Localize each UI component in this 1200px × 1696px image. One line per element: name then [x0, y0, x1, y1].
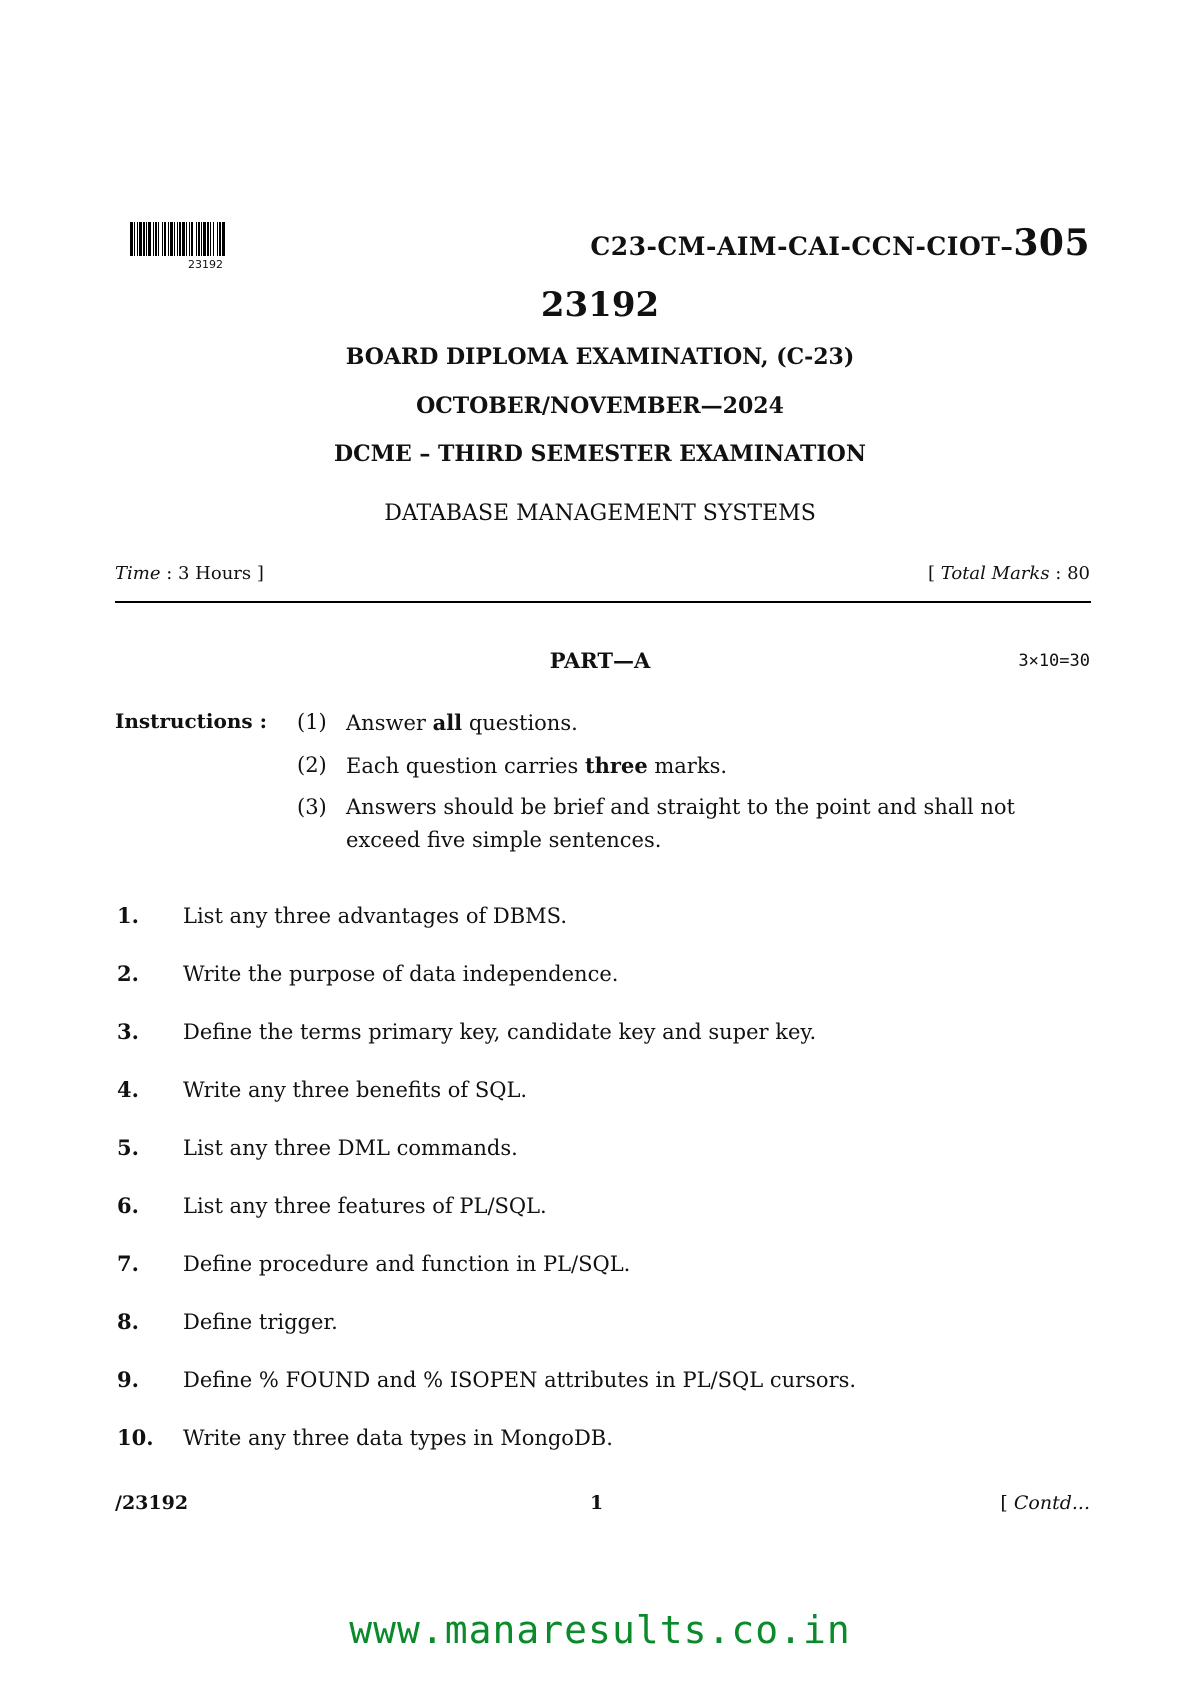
marks-label: Total Marks — [940, 563, 1050, 584]
paper-code-prefix: C23-CM-AIM-CAI-CCN-CIOT– — [590, 232, 1014, 261]
marks-value: : 80 — [1055, 563, 1090, 584]
instruction-text: Answers should be brief and straight to the point and shall not exceed five simple sentences. — [346, 795, 1015, 852]
instruction-text: Answer — [346, 711, 433, 735]
question-text: Write any three benefits of SQL. — [183, 1078, 528, 1102]
question-text: Write the purpose of data independence. — [183, 962, 619, 986]
question-text: List any three features of PL/SQL. — [183, 1194, 547, 1218]
time-value: : 3 Hours ] — [166, 563, 264, 584]
instruction-text: questions. — [462, 711, 578, 735]
total-marks-info — [928, 563, 1090, 584]
instruction-bold: three — [584, 753, 648, 778]
question-item — [117, 1251, 630, 1276]
board-title: BOARD DIPLOMA EXAMINATION, (C-23) — [345, 344, 855, 370]
part-a-title: PART—A — [549, 648, 651, 673]
question-number: 3. — [117, 1019, 139, 1044]
question-number: 8. — [117, 1309, 139, 1334]
time-info — [115, 563, 264, 584]
question-item — [117, 1135, 518, 1160]
question-item — [117, 1425, 613, 1450]
exam-session: OCTOBER/NOVEMBER—2024 — [416, 393, 784, 419]
question-number: 10. — [117, 1425, 154, 1450]
page-number: 1 — [590, 1492, 604, 1514]
main-number: 23192 — [540, 285, 660, 325]
part-a-marks: 3×10=30 — [1018, 651, 1090, 671]
question-number: 2. — [117, 961, 139, 986]
paper-code — [590, 222, 1090, 264]
question-number: 6. — [117, 1193, 139, 1218]
question-text: Define the terms primary key, candidate key and super key. — [183, 1020, 817, 1044]
paper-code-suffix: 305 — [1013, 222, 1090, 264]
question-text: Define trigger. — [183, 1310, 338, 1334]
question-item — [117, 1019, 816, 1044]
question-item — [117, 961, 618, 986]
footer-code: /23192 — [115, 1492, 189, 1514]
instruction-text: marks. — [647, 754, 728, 778]
website-watermark: www.manaresults.co.in — [349, 1608, 851, 1652]
question-number: 9. — [117, 1367, 139, 1392]
header-divider — [115, 601, 1091, 603]
subject-title: DATABASE MANAGEMENT SYSTEMS — [384, 501, 816, 526]
barcode-image — [130, 222, 298, 256]
contd-text: Contd... — [1013, 1492, 1090, 1514]
time-label: Time — [115, 563, 161, 584]
instruction-number: (3) — [297, 795, 327, 819]
question-text: Write any three data types in MongoDB. — [183, 1426, 613, 1450]
instruction-item — [297, 706, 1057, 740]
question-text: List any three DML commands. — [183, 1136, 518, 1160]
instruction-text: Each question carries — [346, 754, 585, 778]
question-text: Define % FOUND and % ISOPEN attributes in PL/SQL cursors. — [183, 1368, 857, 1392]
question-item — [117, 1077, 527, 1102]
question-text: List any three advantages of DBMS. — [183, 904, 567, 928]
instruction-item — [297, 749, 1057, 783]
question-item — [117, 903, 567, 928]
contd-bracket: [ — [1000, 1492, 1008, 1514]
instruction-bold: all — [432, 710, 463, 735]
instruction-item — [297, 791, 1057, 857]
semester-title: DCME – THIRD SEMESTER EXAMINATION — [334, 441, 866, 467]
instruction-number: (2) — [297, 753, 327, 777]
marks-bracket: [ — [927, 563, 936, 584]
continued-note — [1000, 1492, 1090, 1514]
question-item — [117, 1367, 856, 1392]
barcode-number: 23192 — [188, 258, 223, 271]
question-item — [117, 1309, 338, 1334]
question-item — [117, 1193, 547, 1218]
question-number: 1. — [117, 903, 139, 928]
question-number: 4. — [117, 1077, 139, 1102]
question-number: 5. — [117, 1135, 139, 1160]
question-text: Define procedure and function in PL/SQL. — [183, 1252, 631, 1276]
question-number: 7. — [117, 1251, 139, 1276]
instructions-label: Instructions : — [115, 709, 267, 733]
instruction-number: (1) — [297, 710, 327, 734]
